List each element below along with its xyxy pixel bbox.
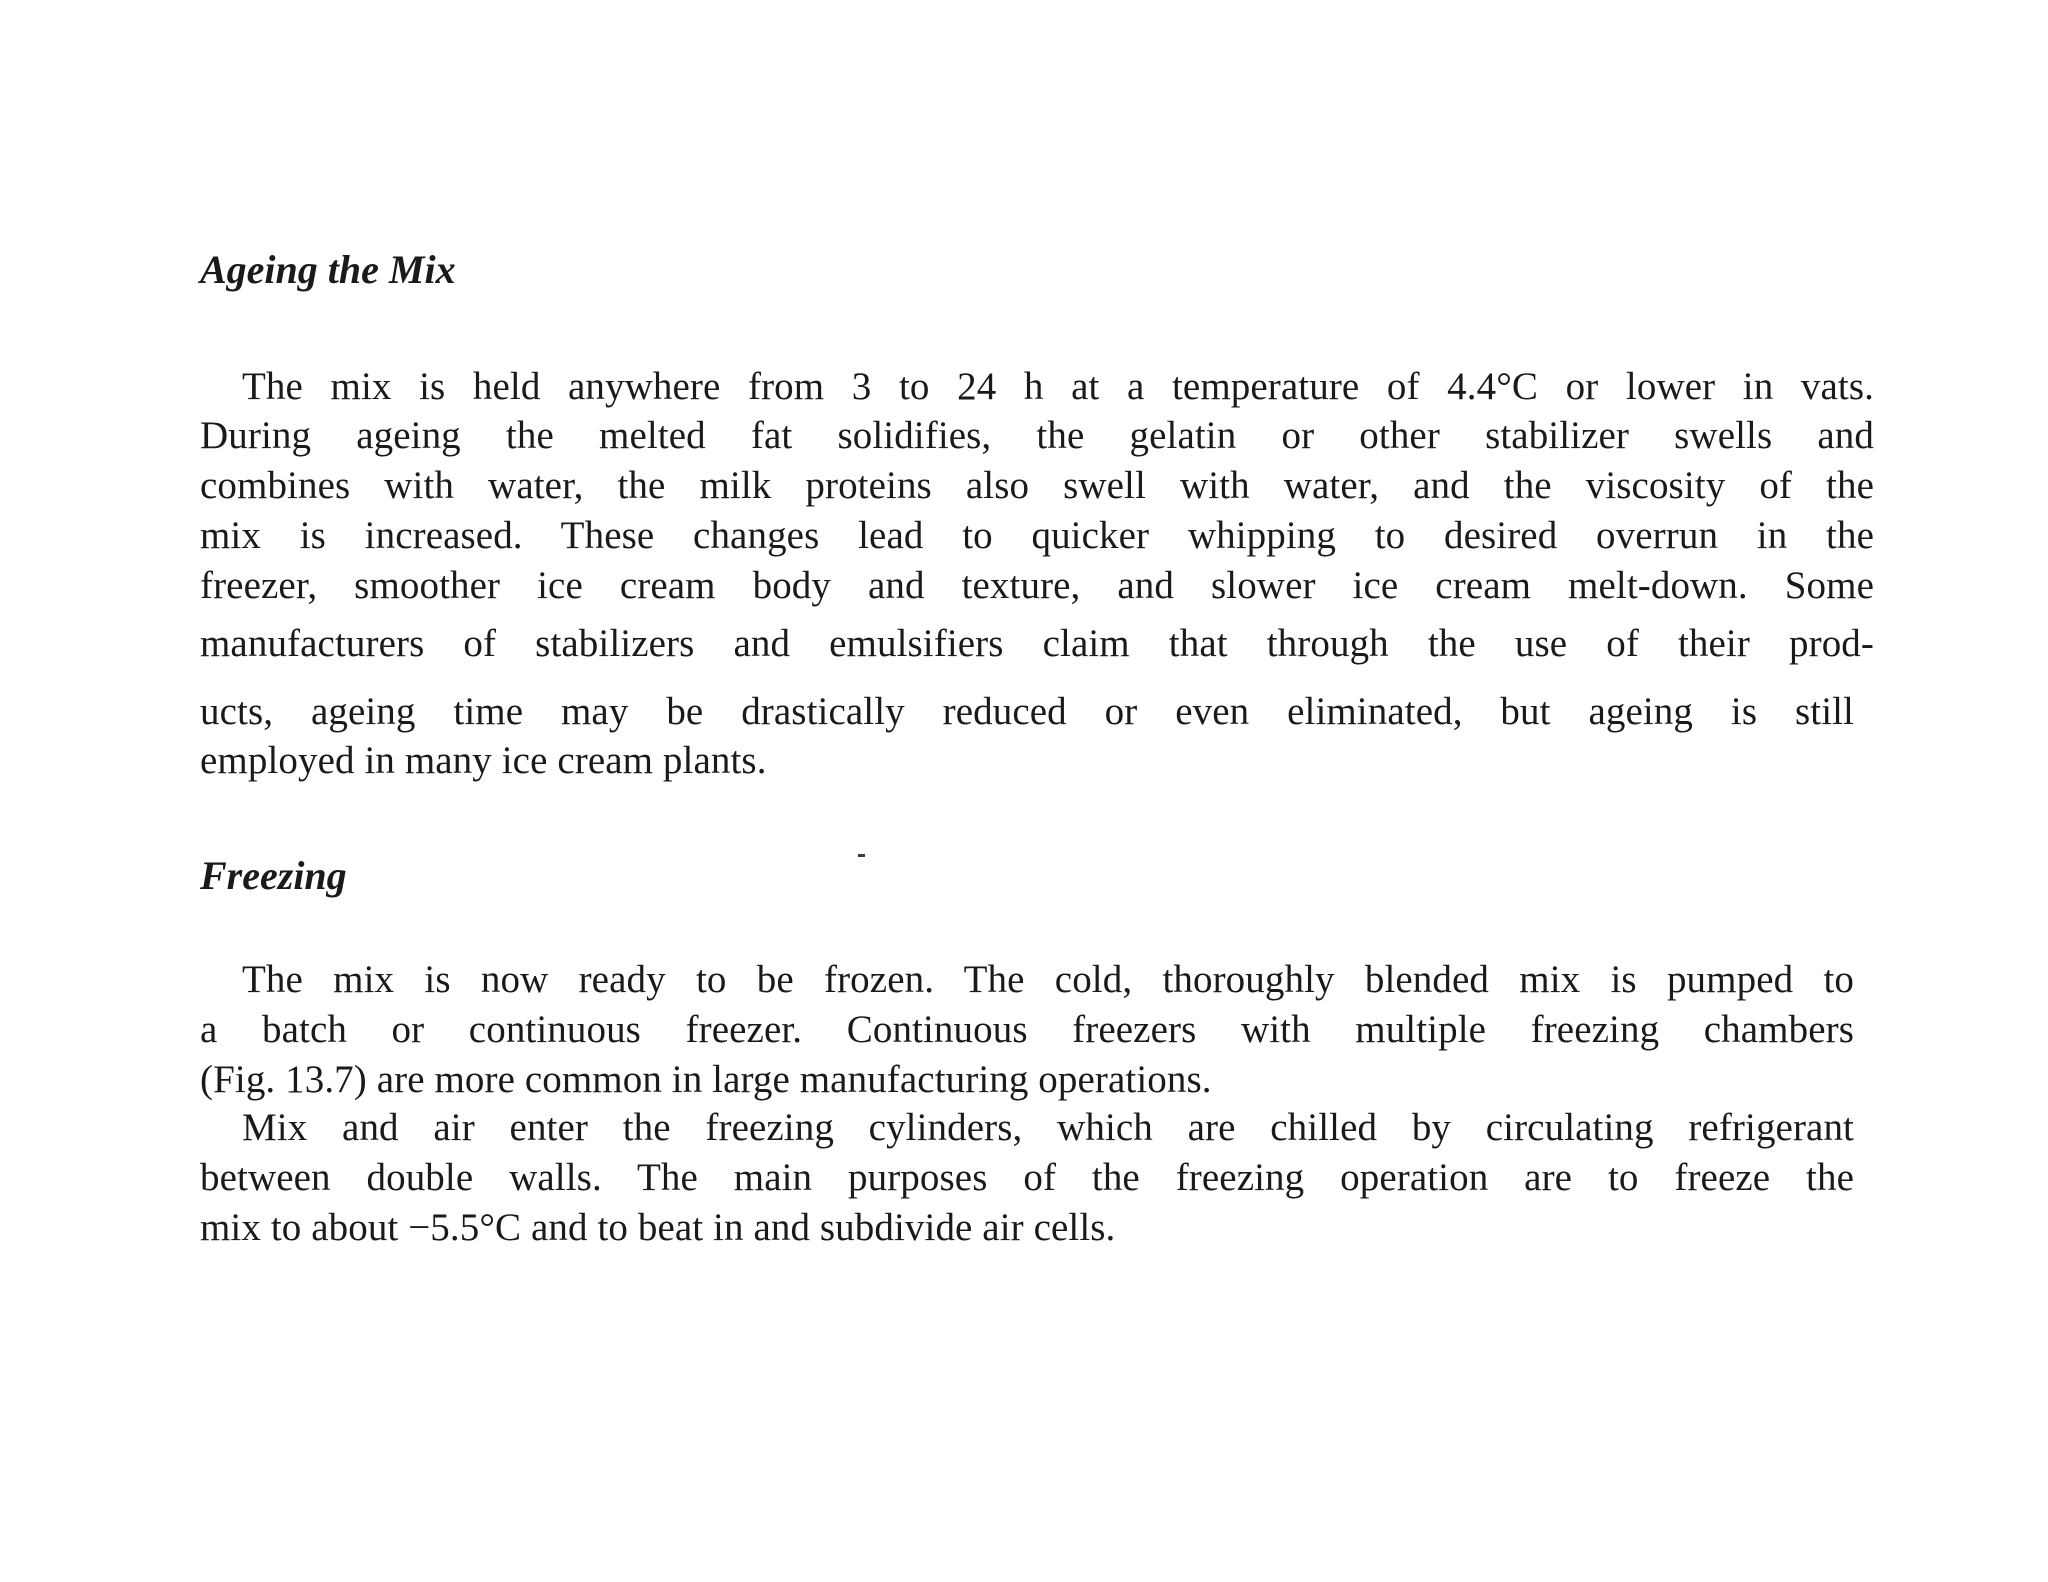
paragraph-line: The mix is held anywhere from 3 to 24 h at a temperature of 4.4°C or lower in vats.: [242, 365, 1874, 408]
paragraph-line: mix is increased. These changes lead to quicker whipping to desired overrun in the: [200, 514, 1874, 557]
paragraph-line: a batch or continuous freezer. Continuous freezers with multiple freezing chambers: [200, 1008, 1854, 1051]
paragraph-line: mix to about −5.5°C and to beat in and subdivide air cells.: [200, 1206, 1116, 1249]
paragraph-line: between double walls. The main purposes of the freezing operation are to freeze the: [200, 1156, 1854, 1199]
scan-speck: [858, 854, 865, 857]
section-heading-ageing: Ageing the Mix: [200, 247, 456, 292]
paragraph-line: employed in many ice cream plants.: [200, 739, 767, 782]
paragraph-line: freezer, smoother ice cream body and texture, and slower ice cream melt-down. Some: [200, 564, 1874, 607]
paragraph-line: During ageing the melted fat solidifies, the gelatin or other stabilizer swells and: [200, 414, 1874, 457]
paragraph-line: manufacturers of stabilizers and emulsifiers claim that through the use of their prod-: [200, 622, 1874, 665]
paragraph-line: Mix and air enter the freezing cylinders, which are chilled by circulating refrigerant: [242, 1106, 1854, 1149]
paragraph-line: ucts, ageing time may be drastically reduced or even eliminated, but ageing is still: [200, 690, 1854, 733]
section-heading-freezing: Freezing: [200, 853, 347, 898]
paragraph-line: combines with water, the milk proteins also swell with water, and the viscosity of the: [200, 464, 1874, 507]
paragraph-line: The mix is now ready to be frozen. The cold, thoroughly blended mix is pumped to: [242, 958, 1854, 1001]
paragraph-line: (Fig. 13.7) are more common in large manufacturing operations.: [200, 1058, 1212, 1101]
